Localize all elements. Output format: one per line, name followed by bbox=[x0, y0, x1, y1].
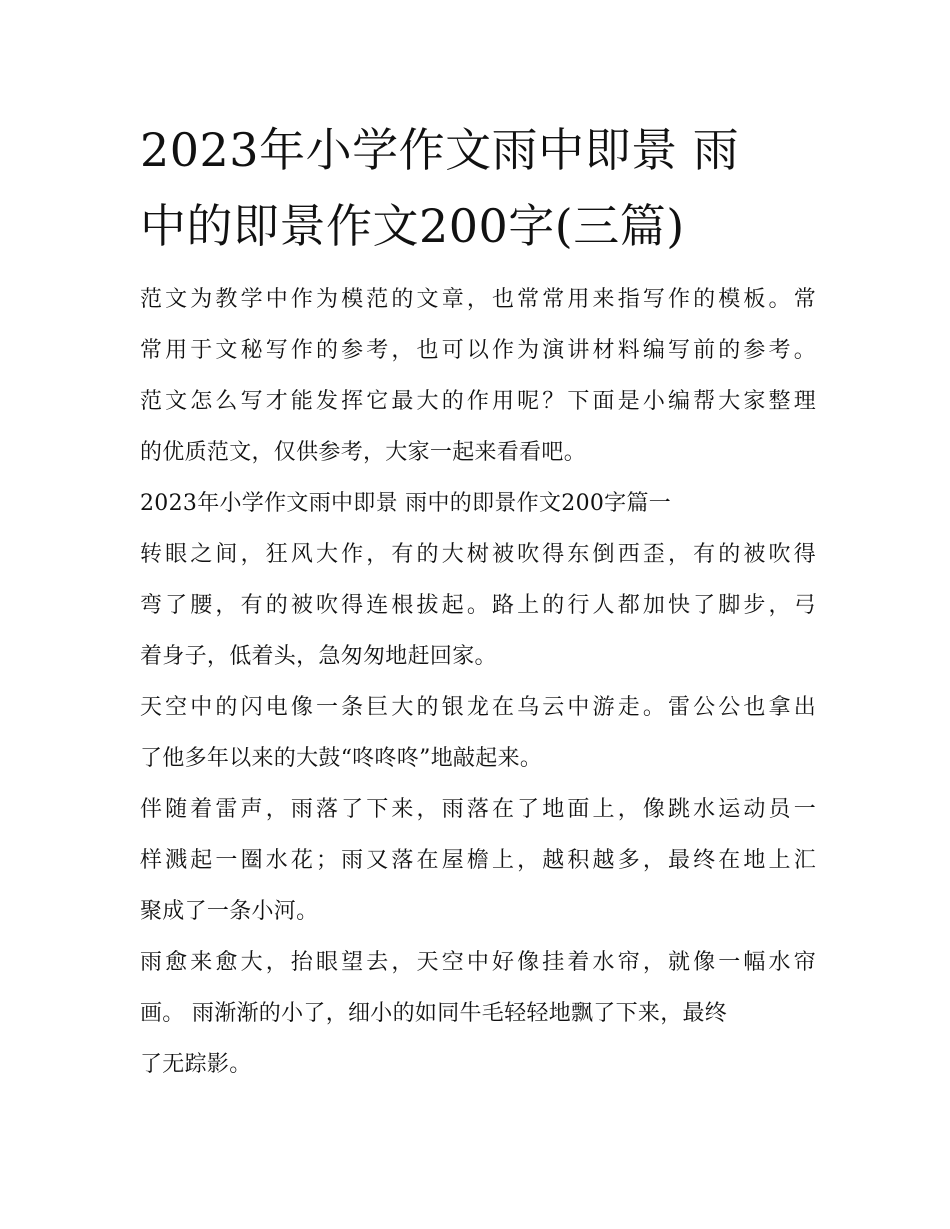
body-paragraph bbox=[140, 529, 816, 682]
text-line: 范文怎么写才能发挥它最大的作用呢？下面是小编帮大家整理 bbox=[140, 389, 816, 414]
title-line: 中的即景作文200字(三篇) bbox=[140, 199, 685, 253]
text-line: 着身子，低着头，急匆匆地赶回家。 bbox=[140, 644, 497, 669]
text-line: 了无踪影。 bbox=[140, 1052, 252, 1077]
text-line: 雨愈来愈大，抬眼望去，天空中好像挂着水帘，就像一幅水帘 bbox=[140, 950, 816, 975]
document-title bbox=[140, 112, 816, 264]
body-paragraph bbox=[140, 682, 816, 784]
title-line: 2023年小学作文雨中即景 雨 bbox=[140, 123, 740, 177]
text-line: 聚成了一条小河。 bbox=[140, 899, 319, 924]
text-line: 弯了腰，有的被吹得连根拔起。路上的行人都加快了脚步，弓 bbox=[140, 593, 816, 618]
text-line: 范文为教学中作为模范的文章，也常常用来指写作的模板。常 bbox=[140, 287, 816, 312]
text-line: 样溅起一圈水花；雨又落在屋檐上，越积越多，最终在地上汇 bbox=[140, 848, 816, 873]
section-heading bbox=[140, 478, 816, 529]
body-paragraph bbox=[140, 937, 816, 1090]
text-line: 伴随着雷声，雨落了下来，雨落在了地面上，像跳水运动员一 bbox=[140, 797, 816, 822]
text-line: 转眼之间，狂风大作，有的大树被吹得东倒西歪，有的被吹得 bbox=[140, 542, 816, 567]
text-line: 天空中的闪电像一条巨大的银龙在乌云中游走。雷公公也拿出 bbox=[140, 695, 816, 720]
intro-paragraph bbox=[140, 274, 816, 478]
text-line: 常用于文秘写作的参考，也可以作为演讲材料编写前的参考。 bbox=[140, 338, 816, 363]
text-line: 的优质范文，仅供参考，大家一起来看看吧。 bbox=[140, 440, 587, 465]
text-line: 画。 雨渐渐的小了，细小的如同牛毛轻轻地飘了下来，最终 bbox=[140, 1001, 728, 1026]
body-paragraph bbox=[140, 784, 816, 937]
text-line: 2023年小学作文雨中即景 雨中的即景作文200字篇一 bbox=[140, 491, 672, 516]
document-page bbox=[140, 112, 816, 1090]
text-line: 了他多年以来的大鼓“咚咚咚”地敲起来。 bbox=[140, 746, 543, 771]
document-body bbox=[140, 274, 816, 1090]
